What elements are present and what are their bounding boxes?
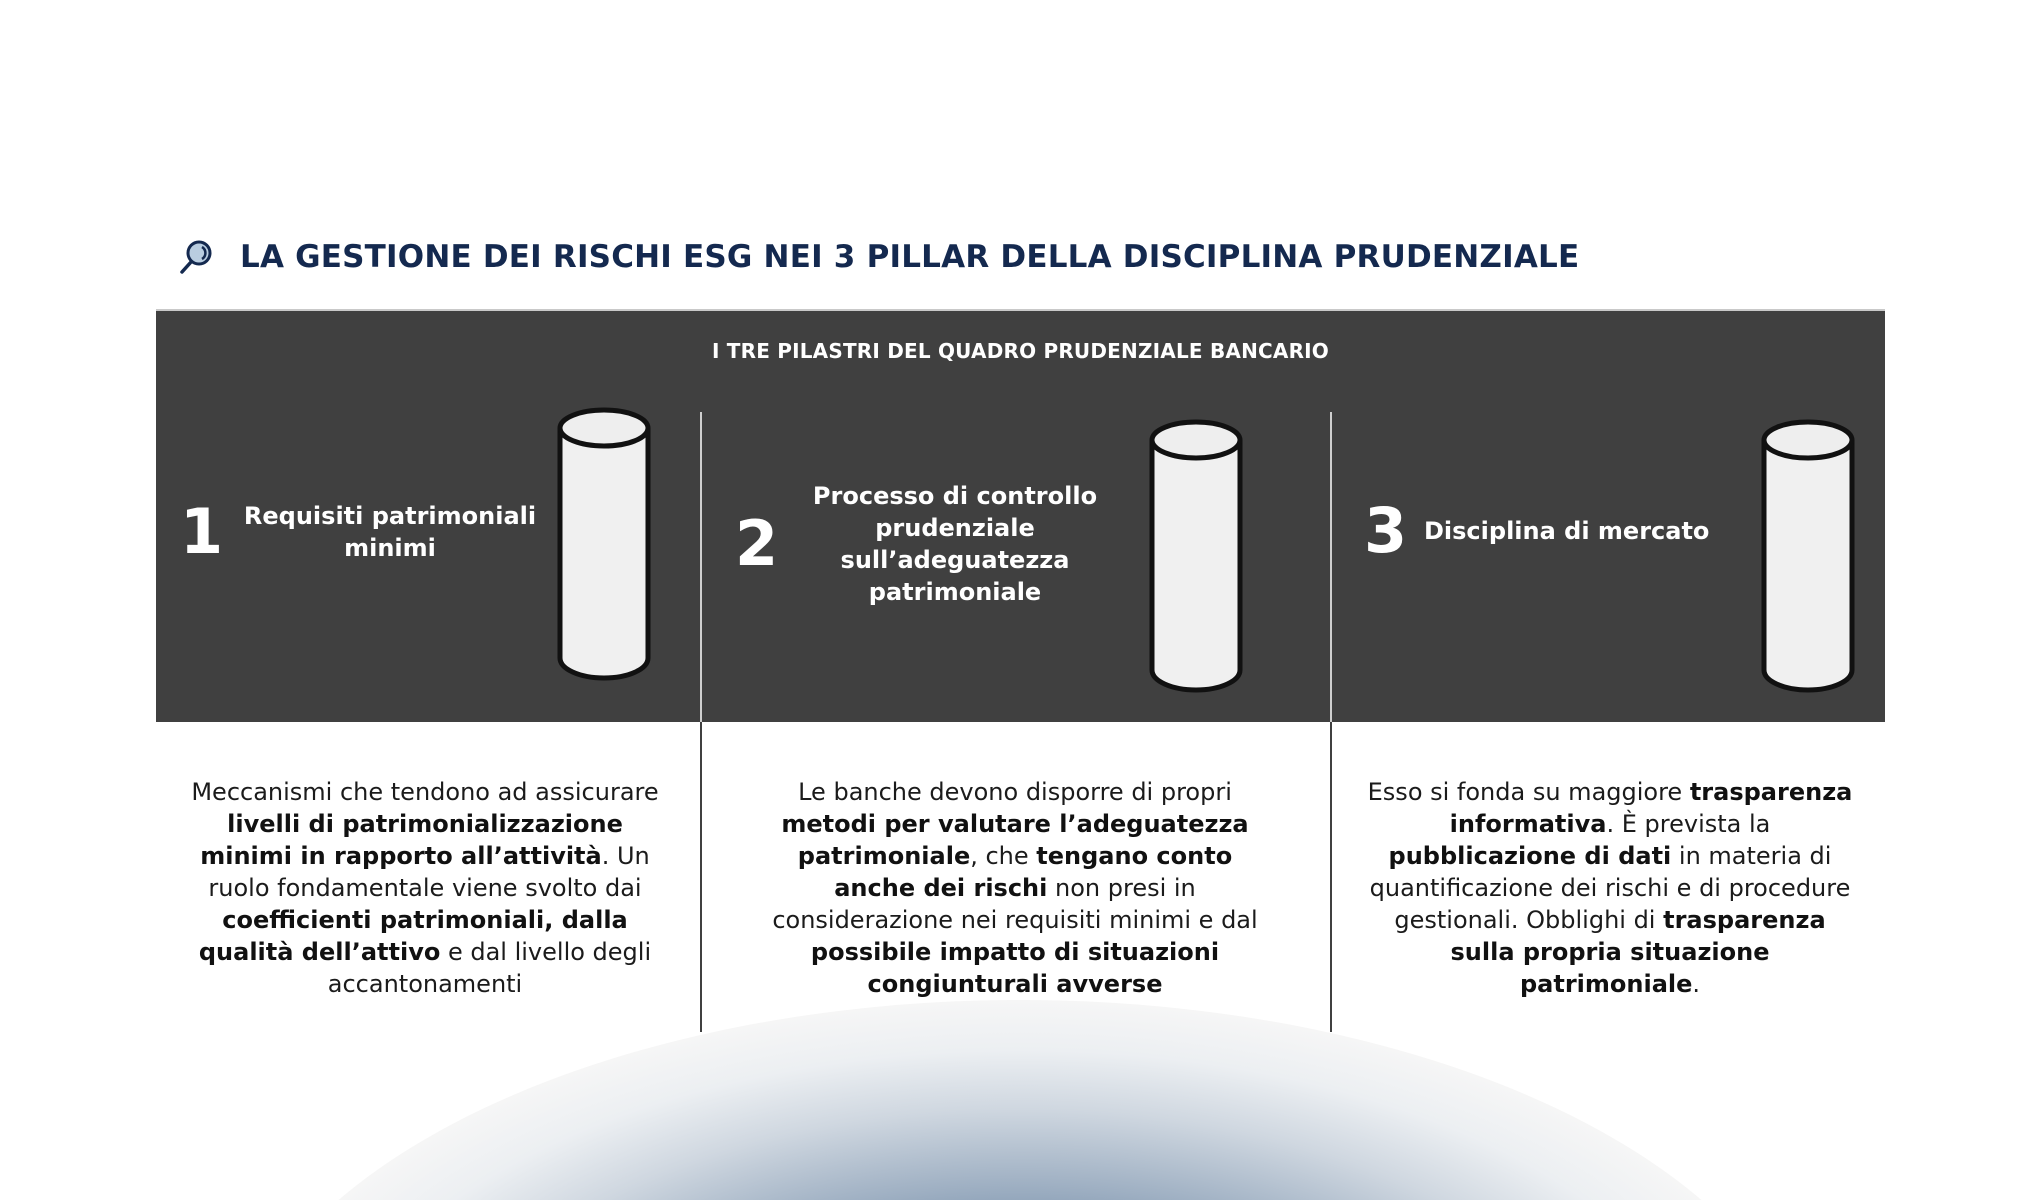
pillar-1-title: Requisiti patrimoniali minimi xyxy=(243,502,537,562)
emphasis-text: possibile impatto di situazioni congiunturali avverse xyxy=(810,938,1220,998)
emphasis-text: trasparenza sulla propria situazione patrimoniale xyxy=(1450,906,1826,998)
body-text: . Un ruolo fondamentale viene svolto dai xyxy=(208,842,650,902)
pillar-cylinder-icon xyxy=(1760,418,1856,694)
body-text: Le banche devono disporre di propri xyxy=(798,778,1232,806)
pillar-3-title: Disciplina di mercato xyxy=(1424,517,1710,545)
body-text: e dal livello degli accantonamenti xyxy=(327,938,652,998)
body-text: . È prevista la xyxy=(1606,810,1771,838)
pillar-cylinder-icon xyxy=(1148,418,1244,694)
pillar-2-description xyxy=(760,776,1270,1000)
column-divider-1-lower xyxy=(700,722,702,1032)
body-text: , che xyxy=(970,842,1037,870)
pillar-2-title: Processo di controllo prudenziale sull’adeguatezza patrimoniale xyxy=(812,482,1098,606)
emphasis-text: trasparenza informativa xyxy=(1449,778,1853,838)
decorative-gradient-dome xyxy=(220,1000,1820,1200)
body-text: non presi in considerazione nei requisiti minimi e dal xyxy=(772,874,1258,934)
emphasis-text: tengano conto anche dei rischi xyxy=(834,842,1233,902)
emphasis-text: coefficienti patrimoniali, dalla qualità dell’attivo xyxy=(198,906,628,966)
column-divider-2-lower xyxy=(1330,722,1332,1032)
body-text: Meccanismi che tendono ad assicurare xyxy=(191,778,659,806)
panel-subtitle: I TRE PILASTRI DEL QUADRO PRUDENZIALE BANCARIO xyxy=(711,339,1330,363)
emphasis-text: livelli di patrimonializzazione minimi in rapporto all’attività xyxy=(200,810,623,870)
page-title xyxy=(178,238,1579,276)
pillar-1-header xyxy=(180,495,550,568)
pillar-1-description xyxy=(180,776,670,1000)
pillar-2-header xyxy=(735,480,1115,608)
body-text: . xyxy=(1692,970,1701,998)
magnifier-icon xyxy=(178,238,214,276)
body-text: Esso si fonda su maggiore xyxy=(1367,778,1690,806)
page-title-text: LA GESTIONE DEI RISCHI ESG NEI 3 PILLAR DELLA DISCIPLINA PRUDENZIALE xyxy=(240,239,1580,275)
pillar-1-number: 1 xyxy=(180,495,224,568)
column-divider-1-upper xyxy=(700,412,702,722)
emphasis-text: metodi per valutare l’adeguatezza patrimoniale xyxy=(781,810,1249,870)
pillar-cylinder-icon xyxy=(556,406,652,682)
emphasis-text: pubblicazione di dati xyxy=(1388,842,1672,870)
pillar-2-number: 2 xyxy=(735,507,779,580)
body-text: in materia di quantificazione dei rischi e di procedure gestionali. Obblighi di xyxy=(1369,842,1851,934)
column-divider-2-upper xyxy=(1330,412,1332,722)
pillar-3-number: 3 xyxy=(1364,494,1408,567)
pillar-3-header xyxy=(1364,494,1744,567)
pillar-3-description xyxy=(1360,776,1860,1000)
